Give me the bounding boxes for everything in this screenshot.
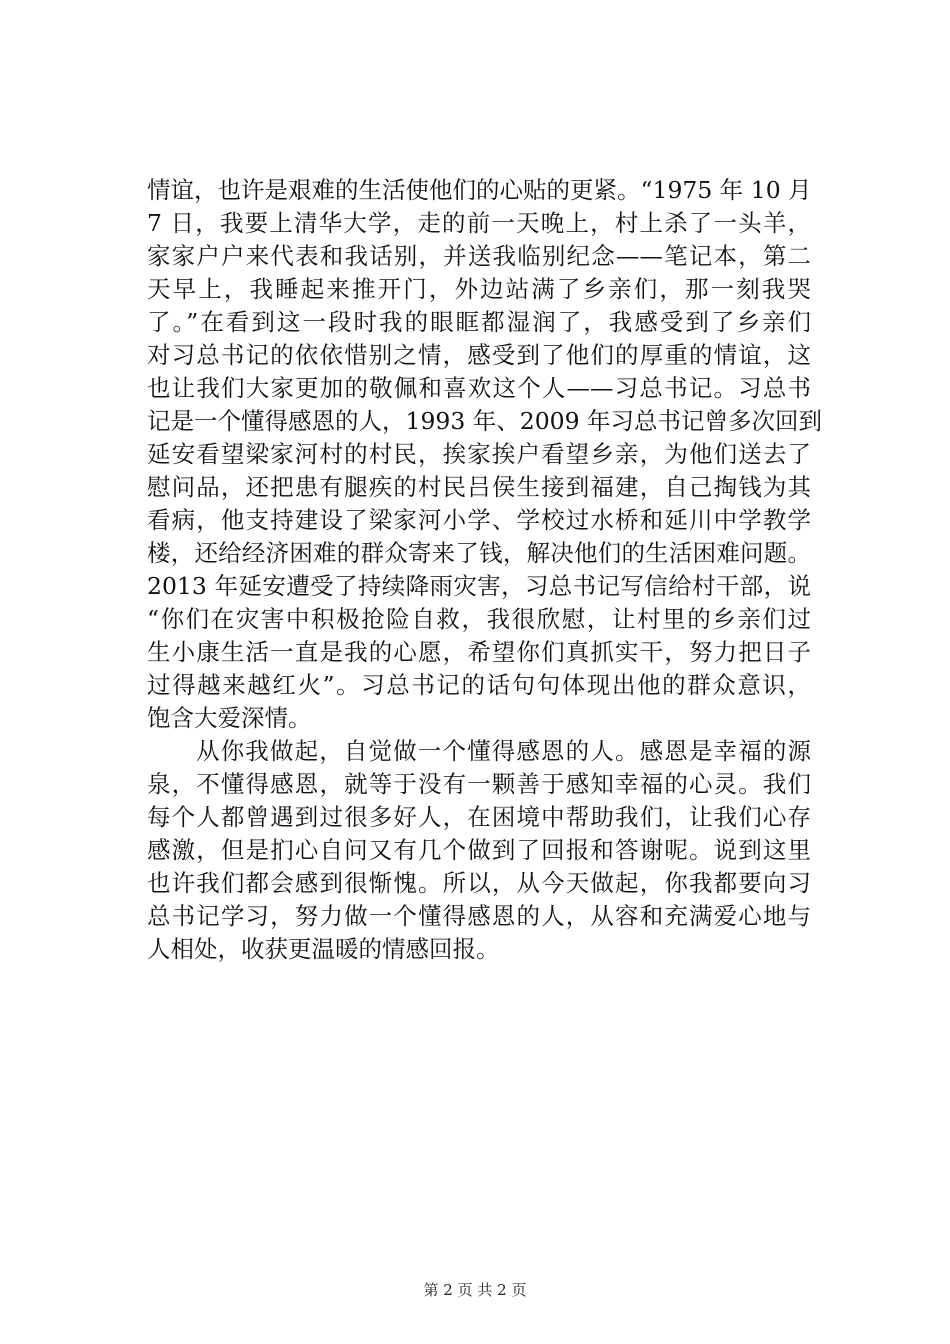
text-line: 家家户户来代表和我话别，并送我临别纪念——笔记本，第二 (147, 242, 811, 270)
text-line: 慰问品，还把患有腿疾的村民吕侯生接到福建，自己掏钱为其 (147, 473, 811, 501)
text-line: 生小康生活一直是我的心愿，希望你们真抓实干，努力把日子 (147, 638, 811, 666)
document-body (147, 174, 823, 966)
text-line: 泉，不懂得感恩，就等于没有一颗善于感知幸福的心灵。我们 (147, 770, 811, 798)
text-line: 7 日，我要上清华大学，走的前一天晚上，村上杀了一头羊， (147, 209, 811, 237)
text-line: 过得越来越红火”。习总书记的话句句体现出他的群众意识， (147, 671, 811, 699)
page-number: 第 2 页 共 2 页 (423, 1281, 527, 1299)
text-line: 了。”在看到这一段时我的眼眶都湿润了，我感受到了乡亲们 (147, 308, 811, 336)
text-line: 看病，他支持建设了梁家河小学、学校过水桥和延川中学教学 (147, 506, 811, 534)
text-line: 楼，还给经济困难的群众寄来了钱，解决他们的生活困难问题。 (147, 539, 811, 567)
page-footer (0, 1280, 950, 1300)
text-line: 从你我做起，自觉做一个懂得感恩的人。感恩是幸福的源 (196, 737, 811, 765)
text-line: 天早上，我睡起来推开门，外边站满了乡亲们，那一刻我哭 (147, 275, 811, 303)
paragraph-2 (147, 735, 811, 966)
text-line: 延安看望梁家河村的村民，挨家挨户看望乡亲，为他们送去了 (147, 440, 811, 468)
text-line: 记是一个懂得感恩的人，1993 年、2009 年习总书记曾多次回到 (147, 407, 823, 435)
paragraph-1 (147, 174, 823, 735)
text-line: 饱含大爱深情。 (147, 704, 312, 732)
text-line: 也许我们都会感到很惭愧。所以，从今天做起，你我都要向习 (147, 869, 811, 897)
text-line: 总书记学习，努力做一个懂得感恩的人，从容和充满爱心地与 (147, 902, 811, 930)
text-line: “你们在灾害中积极抢险自救，我很欣慰，让村里的乡亲们过 (147, 605, 811, 633)
text-line: 每个人都曾遇到过很多好人，在困境中帮助我们，让我们心存 (147, 803, 811, 831)
text-line: 情谊，也许是艰难的生活使他们的心贴的更紧。“1975 年 10 月 (147, 176, 812, 204)
text-line: 对习总书记的依依惜别之情，感受到了他们的厚重的情谊，这 (147, 341, 811, 369)
text-line: 2013 年延安遭受了持续降雨灾害，习总书记写信给村干部，说 (147, 572, 811, 600)
text-line: 也让我们大家更加的敬佩和喜欢这个人——习总书记。习总书 (147, 374, 811, 402)
text-line: 人相处，收获更温暖的情感回报。 (147, 935, 500, 963)
text-line: 感激，但是扪心自问又有几个做到了回报和答谢呢。说到这里 (147, 836, 811, 864)
